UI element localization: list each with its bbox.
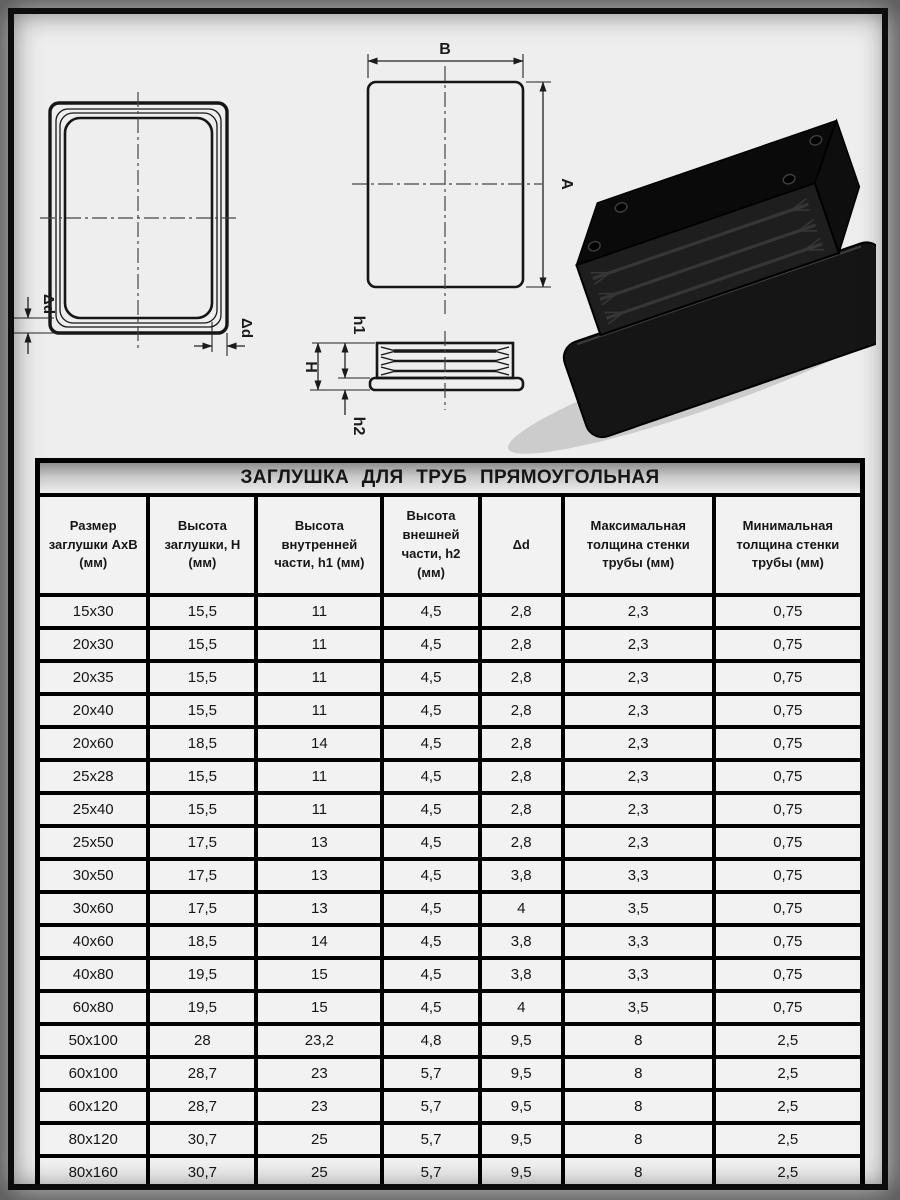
table-cell: 4,5 (382, 892, 479, 925)
datasheet-page (8, 8, 888, 1190)
table-row (38, 661, 862, 694)
table-cell: 2,8 (480, 826, 563, 859)
table-cell: 2,3 (563, 727, 714, 760)
table-cell: 4,5 (382, 628, 479, 661)
table-cell: 4,5 (382, 958, 479, 991)
height-h2-label: h2 (350, 416, 367, 436)
technical-drawings (14, 14, 876, 456)
table-cell: 3,3 (563, 859, 714, 892)
column-header: Высота внутренней части, h1 (мм) (256, 495, 382, 595)
drawings-canvas (14, 14, 876, 456)
table-cell: 2,8 (480, 661, 563, 694)
table-cell: 20x60 (38, 727, 148, 760)
table-cell: 3,8 (480, 958, 563, 991)
table-cell: 80x120 (38, 1123, 148, 1156)
table-cell: 15,5 (148, 793, 256, 826)
side-view-drawing (302, 316, 523, 436)
table-cell: 20x35 (38, 661, 148, 694)
column-header: Δd (480, 495, 563, 595)
table-cell: 28,7 (148, 1057, 256, 1090)
table-cell: 2,3 (563, 694, 714, 727)
product-photo (499, 121, 876, 456)
table-cell: 25x50 (38, 826, 148, 859)
table-cell: 25x28 (38, 760, 148, 793)
table-cell: 2,3 (563, 595, 714, 628)
table-cell: 13 (256, 826, 382, 859)
height-a-label: A (558, 178, 575, 190)
table-cell: 4,5 (382, 826, 479, 859)
table-cell: 15x30 (38, 595, 148, 628)
table-cell: 0,75 (714, 595, 862, 628)
table-cell: 60x100 (38, 1057, 148, 1090)
table-cell: 20x40 (38, 694, 148, 727)
table-cell: 11 (256, 793, 382, 826)
table-cell: 8 (563, 1057, 714, 1090)
front-view-drawing (352, 41, 575, 314)
table-cell: 5,7 (382, 1123, 479, 1156)
table-cell: 18,5 (148, 727, 256, 760)
table-cell: 60x120 (38, 1090, 148, 1123)
table-cell: 28 (148, 1024, 256, 1057)
table-cell: 3,3 (563, 925, 714, 958)
table-cell: 8 (563, 1024, 714, 1057)
table-cell: 2,5 (714, 1057, 862, 1090)
table-cell: 0,75 (714, 661, 862, 694)
table-body (38, 595, 862, 1189)
table-cell: 2,3 (563, 628, 714, 661)
table-cell: 14 (256, 727, 382, 760)
table-cell: 2,5 (714, 1024, 862, 1057)
table-cell: 8 (563, 1156, 714, 1189)
table-row (38, 1057, 862, 1090)
column-header: Минимальная толщина стенки трубы (мм) (714, 495, 862, 595)
table-cell: 8 (563, 1123, 714, 1156)
table-cell: 4,5 (382, 595, 479, 628)
table-cell: 2,5 (714, 1123, 862, 1156)
top-view-drawing (14, 92, 255, 356)
table-cell: 15 (256, 991, 382, 1024)
table-cell: 15,5 (148, 595, 256, 628)
table-cell: 0,75 (714, 727, 862, 760)
table-cell: 15,5 (148, 628, 256, 661)
table-cell: 2,8 (480, 793, 563, 826)
table-cell: 80x160 (38, 1156, 148, 1189)
table-cell: 4,5 (382, 925, 479, 958)
table-cell: 11 (256, 760, 382, 793)
table-cell: 18,5 (148, 925, 256, 958)
table-cell: 0,75 (714, 694, 862, 727)
table-cell: 4,5 (382, 991, 479, 1024)
height-h1-label: h1 (350, 315, 367, 335)
table-cell: 30,7 (148, 1123, 256, 1156)
table-row (38, 991, 862, 1024)
spec-table (35, 458, 865, 1190)
table-row (38, 793, 862, 826)
table-cell: 20x30 (38, 628, 148, 661)
table-cell: 0,75 (714, 859, 862, 892)
table-cell: 14 (256, 925, 382, 958)
table-cell: 5,7 (382, 1090, 479, 1123)
table-cell: 4,5 (382, 661, 479, 694)
table-cell: 9,5 (480, 1123, 563, 1156)
height-h-label: H (302, 361, 319, 373)
table-cell: 13 (256, 892, 382, 925)
table-cell: 4 (480, 892, 563, 925)
table-cell: 25x40 (38, 793, 148, 826)
table-row (38, 1156, 862, 1189)
table-cell: 9,5 (480, 1090, 563, 1123)
table-title: ЗАГЛУШКА ДЛЯ ТРУБ ПРЯМОУГОЛЬНАЯ (38, 461, 862, 495)
table-cell: 3,5 (563, 892, 714, 925)
table-cell: 3,5 (563, 991, 714, 1024)
table-cell: 23 (256, 1057, 382, 1090)
table-cell: 17,5 (148, 826, 256, 859)
table-cell: 9,5 (480, 1156, 563, 1189)
table-cell: 0,75 (714, 925, 862, 958)
table-cell: 19,5 (148, 958, 256, 991)
table-cell: 23,2 (256, 1024, 382, 1057)
table-cell: 2,3 (563, 793, 714, 826)
width-b-label: B (439, 41, 451, 58)
table-cell: 0,75 (714, 793, 862, 826)
table-cell: 11 (256, 595, 382, 628)
table-row (38, 595, 862, 628)
table-cell: 0,75 (714, 892, 862, 925)
table-cell: 40x60 (38, 925, 148, 958)
table-cell: 15 (256, 958, 382, 991)
table-cell: 30,7 (148, 1156, 256, 1189)
column-header: Высота внешней части, h2 (мм) (382, 495, 479, 595)
table-cell: 11 (256, 661, 382, 694)
table-cell: 4,5 (382, 793, 479, 826)
table-cell: 0,75 (714, 760, 862, 793)
table-cell: 4,5 (382, 694, 479, 727)
table-cell: 2,5 (714, 1090, 862, 1123)
table-cell: 8 (563, 1090, 714, 1123)
table-cell: 60x80 (38, 991, 148, 1024)
table-cell: 2,8 (480, 760, 563, 793)
table-row (38, 1090, 862, 1123)
table-cell: 2,8 (480, 727, 563, 760)
table-cell: 2,3 (563, 760, 714, 793)
dd-left-label: Δd (40, 294, 57, 314)
table-cell: 40x80 (38, 958, 148, 991)
table-cell: 15,5 (148, 661, 256, 694)
table-cell: 15,5 (148, 760, 256, 793)
table-row (38, 958, 862, 991)
table-row (38, 859, 862, 892)
table-cell: 2,5 (714, 1156, 862, 1189)
table-cell: 4,5 (382, 760, 479, 793)
table-row (38, 760, 862, 793)
table-cell: 0,75 (714, 628, 862, 661)
table-cell: 30x50 (38, 859, 148, 892)
table-cell: 15,5 (148, 694, 256, 727)
table-cell: 5,7 (382, 1156, 479, 1189)
table-row (38, 892, 862, 925)
table-cell: 50x100 (38, 1024, 148, 1057)
table-cell: 17,5 (148, 859, 256, 892)
table-cell: 3,8 (480, 925, 563, 958)
table-cell: 25 (256, 1156, 382, 1189)
table-cell: 25 (256, 1123, 382, 1156)
table-cell: 28,7 (148, 1090, 256, 1123)
table-cell: 0,75 (714, 826, 862, 859)
table-cell: 9,5 (480, 1057, 563, 1090)
table-cell: 19,5 (148, 991, 256, 1024)
table-cell: 13 (256, 859, 382, 892)
table-cell: 2,3 (563, 661, 714, 694)
table-row (38, 1123, 862, 1156)
table-cell: 3,8 (480, 859, 563, 892)
table-row (38, 628, 862, 661)
table-row (38, 826, 862, 859)
table-row (38, 694, 862, 727)
table-cell: 4,8 (382, 1024, 479, 1057)
table-cell: 2,8 (480, 694, 563, 727)
table-cell: 0,75 (714, 958, 862, 991)
table-cell: 4,5 (382, 859, 479, 892)
table-cell: 2,8 (480, 628, 563, 661)
table-cell: 2,8 (480, 595, 563, 628)
table-row (38, 1024, 862, 1057)
table-row (38, 727, 862, 760)
table-cell: 4 (480, 991, 563, 1024)
table-cell: 11 (256, 694, 382, 727)
table-cell: 9,5 (480, 1024, 563, 1057)
table-cell: 30x60 (38, 892, 148, 925)
table-cell: 3,3 (563, 958, 714, 991)
dd-right-label: Δd (238, 318, 255, 338)
table-cell: 0,75 (714, 991, 862, 1024)
table-cell: 11 (256, 628, 382, 661)
table-header-row (38, 495, 862, 595)
table-cell: 4,5 (382, 727, 479, 760)
table-cell: 17,5 (148, 892, 256, 925)
table-row (38, 925, 862, 958)
table-cell: 2,3 (563, 826, 714, 859)
table-cell: 5,7 (382, 1057, 479, 1090)
table-cell: 23 (256, 1090, 382, 1123)
column-header: Высота заглушки, Н (мм) (148, 495, 256, 595)
column-header: Максимальная толщина стенки трубы (мм) (563, 495, 714, 595)
column-header: Размер заглушки АхВ (мм) (38, 495, 148, 595)
